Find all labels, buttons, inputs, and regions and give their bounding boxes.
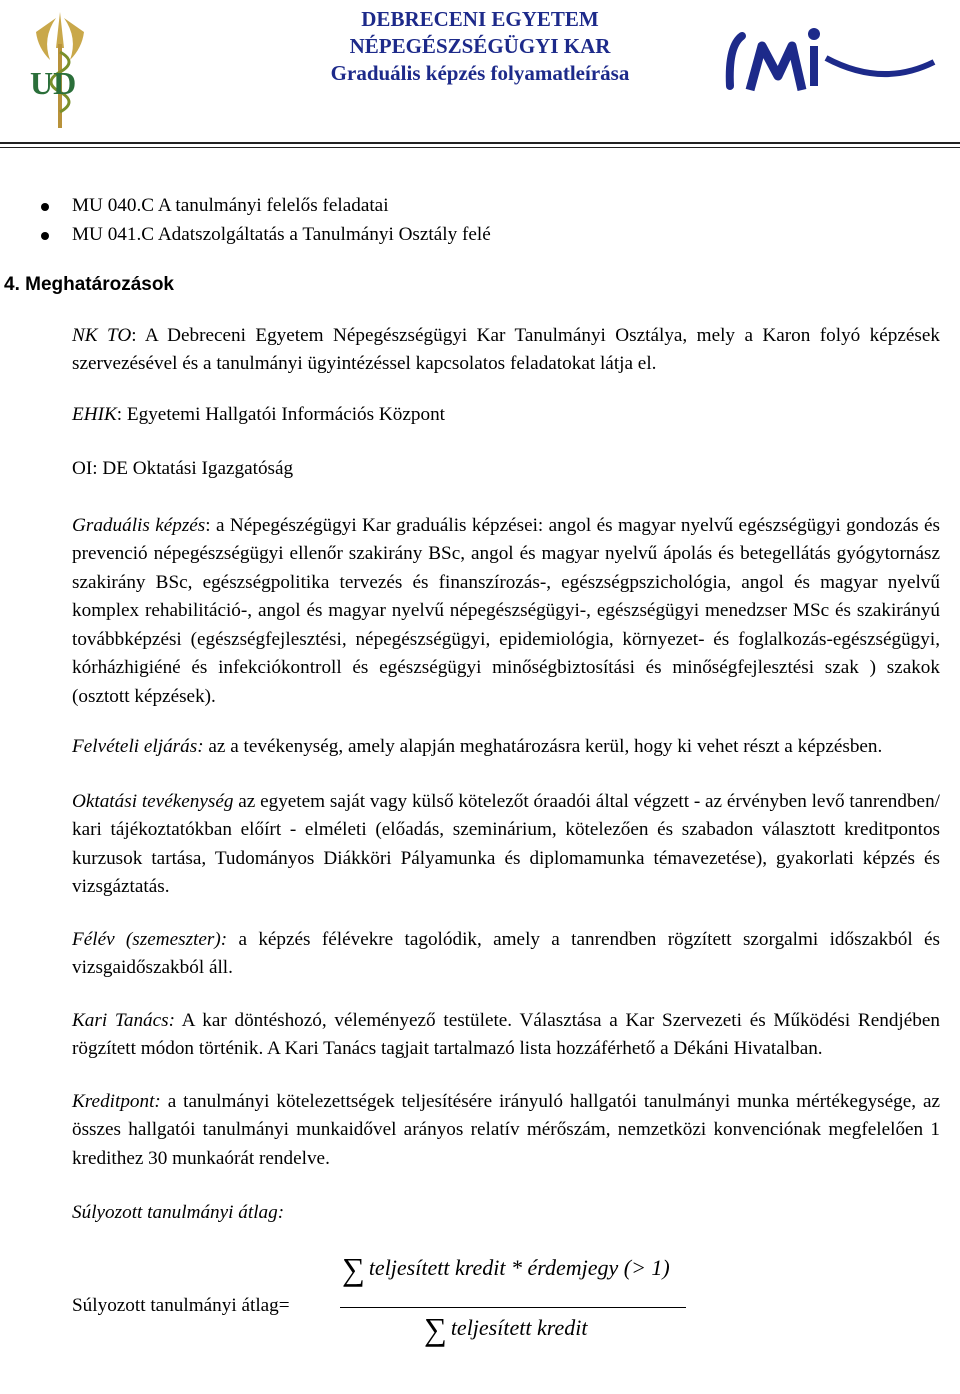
- section-heading: 4. Meghatározások: [4, 274, 174, 295]
- weighted-average-formula: [72, 1250, 940, 1347]
- header-rule-thick: [0, 142, 960, 144]
- header-rule-thin: [0, 147, 960, 148]
- formula-lhs: Súlyozott tanulmányi átlag=: [72, 1294, 290, 1316]
- faculty-logo: [722, 16, 942, 121]
- definition-nkto: NK TO: A Debreceni Egyetem Népegészségügyi Kar Tanulmányi Osztálya, mely a Karon folyó képzések szervezésével és a tanulmányi ügyintézéssel kapcsolatos feladatokat látja el.: [72, 324, 940, 374]
- term: Kreditpont:: [72, 1090, 161, 1112]
- sum-symbol: ∑: [342, 1250, 365, 1287]
- term: Oktatási tevékenység: [72, 790, 234, 812]
- list-item: MU 040.C A tanulmányi felelős feladatai: [72, 192, 940, 221]
- term: NK TO: [72, 324, 132, 346]
- sum-symbol: ∑: [424, 1310, 447, 1347]
- fraction-bar: [340, 1307, 686, 1308]
- university-crest-logo: [20, 8, 90, 135]
- term: Félév (szemeszter):: [72, 928, 228, 950]
- document-title: Graduális képzés folyamatleírása: [330, 61, 630, 85]
- faculty-name: NÉPEGÉSZSÉGÜGYI KAR: [349, 34, 611, 58]
- definition-ehik: EHIK: Egyetemi Hallgatói Információs Központ: [72, 403, 445, 425]
- document-body: [4, 192, 941, 1347]
- definition-gradualis: Graduális képzés: a Népegészégügyi Kar graduális képzései: angol és magyar nyelvű egészségügyi gondozás és prevenció népegészségügyi ellenőr szakirány BSc, angol és magyar nyelvű ápolás és betegellátás gyógytornász szakirány BSc, egészségpolitika tervezés és finanszírozás-, egészségpszichológia, angol és magyar nyelvű komplex rehabilitáció-, angol és magyar nyelvű népegészségügyi-, egészségügyi menedzser MSc és szakirányú továbbképzési (egészségfejlesztési, népegészségügyi, epidemiológia, környezet- és foglalkozás-egészségügyi, kórházhigiéné és infekciókontroll és egészségügyi minőségbiztosítási és minőségfejlesztési szak ) szakok (osztott képzések).: [72, 514, 940, 707]
- definition-kari-tanacs: Kari Tanács: A kar döntéshozó, véleményező testülete. Választása a Kar Szervezeti és Működési Rendjében rögzített módon történik. A Kari Tanács tagjait tartalmazó lista hozzáférhető a Dékáni Hivatalban.: [72, 1009, 940, 1059]
- term: Kari Tanács:: [72, 1009, 175, 1031]
- document-header: [0, 0, 960, 150]
- definition-felveteli: Felvételi eljárás: az a tevékenység, amely alapján meghatározásra kerül, hogy ki vehet részt a képzésben.: [72, 736, 883, 757]
- definition-kreditpont: Kreditpont: a tanulmányi kötelezettségek teljesítésére irányuló hallgatói tanulmányi munka mértékegysége, az összes hallgatói tanulmányi munkaidővel arányos relatív mérőszám, nemzetközi konvenciónak megfelelően 1 kredithez 30 munkaórát rendelve.: [72, 1090, 940, 1169]
- header-title-block: [300, 6, 660, 87]
- definition-oktatasi: Oktatási tevékenység az egyetem saját vagy külső kötelezőt óraadói által végzett - az érvényben levő tanrendben/ kari tájékoztatókban előírt - elméleti (előadás, szeminárium, kötelezően és szabadon választott kreditpontos kurzusok tartása, Tudományos Diákköri Pályamunka és diplomamunka témavezetése), gyakorlati képzés és vizsgáztatás.: [72, 790, 941, 897]
- university-name: DEBRECENI EGYETEM: [361, 7, 599, 31]
- definition-sulyozott-atlag: [72, 1199, 940, 1228]
- formula-denominator: ∑ teljesített kredit: [424, 1310, 588, 1347]
- crest-lettering: UD: [30, 65, 77, 101]
- formula-numerator: ∑ teljesített kredit * érdemjegy (> 1): [342, 1250, 670, 1287]
- term: Súlyozott tanulmányi átlag:: [72, 1202, 285, 1223]
- bullet-icon: [41, 203, 49, 211]
- list-item: MU 041.C Adatszolgáltatás a Tanulmányi Osztály felé: [72, 221, 940, 250]
- definition-oi: OI: DE Oktatási Igazgatóság: [72, 458, 294, 479]
- term: EHIK: [72, 403, 117, 425]
- term: Felvételi eljárás:: [72, 736, 204, 757]
- reference-list: [72, 192, 940, 250]
- term: Graduális képzés: [72, 514, 206, 536]
- definition-felev: Félév (szemeszter): a képzés félévekre tagolódik, amely a tanrendben rögzített szorgalmi időszakból és vizsgaidőszakból áll.: [72, 928, 941, 978]
- bullet-icon: [41, 232, 49, 240]
